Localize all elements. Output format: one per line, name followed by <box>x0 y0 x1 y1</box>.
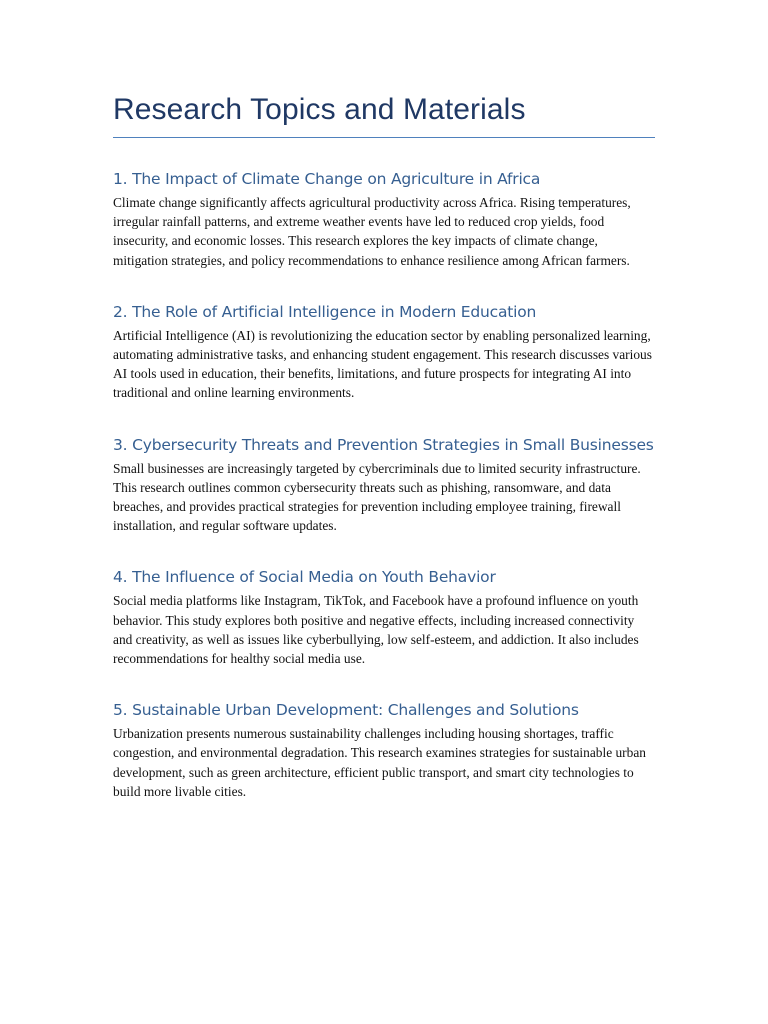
section-social-media <box>113 567 655 668</box>
section-heading: 5. Sustainable Urban Development: Challenges and Solutions <box>113 701 579 720</box>
section-body: Urbanization presents numerous sustainability challenges including housing shortages, traffic congestion, and environmental degradation. This research examines strategies for sustainable urban development, such as green architecture, efficient public transport, and smart city technologies to build more livable cities. <box>113 726 646 799</box>
section-heading: 3. Cybersecurity Threats and Prevention Strategies in Small Businesses <box>113 435 654 454</box>
section-body: Artificial Intelligence (AI) is revolutionizing the education sector by enabling personalized learning, automating administrative tasks, and enhancing student engagement. This research discusses various AI tools used in education, their benefits, limitations, and future prospects for integrating AI into traditional and online learning environments. <box>113 327 652 401</box>
section-cybersecurity <box>113 435 655 536</box>
section-heading: 2. The Role of Artificial Intelligence in Modern Education <box>113 302 537 321</box>
section-heading: 1. The Impact of Climate Change on Agriculture in Africa <box>113 170 541 188</box>
section-ai-education <box>113 302 655 403</box>
section-body: Small businesses are increasingly targeted by cybercriminals due to limited security infrastructure. This research outlines common cybersecurity threats such as phishing, ransomware, and data breaches, and provides practical strategies for prevention including employee training, firewall installation, and regular software updates. <box>113 460 641 534</box>
section-body: Climate change significantly affects agricultural productivity across Africa. Rising temperatures, irregular rainfall patterns, and extreme weather events have led to reduced crop yields, food insecurity, and economic losses. This research explores the key impacts of climate change, mitigation strategies, and policy recommendations to enhance resilience among African farmers. <box>113 195 631 268</box>
section-body: Social media platforms like Instagram, TikTok, and Facebook have a profound influence on youth behavior. This study explores both positive and negative effects, including increased connectivity and creativity, as well as issues like cyberbullying, low self-esteem, and addiction. It also includes recommendations for healthy social media use. <box>113 593 639 667</box>
section-climate-change <box>113 169 655 270</box>
section-heading: 4. The Influence of Social Media on Youth Behavior <box>113 568 496 587</box>
section-urban-development <box>113 700 655 801</box>
document-page <box>113 92 655 801</box>
document-title: Research Topics and Materials <box>113 92 655 138</box>
